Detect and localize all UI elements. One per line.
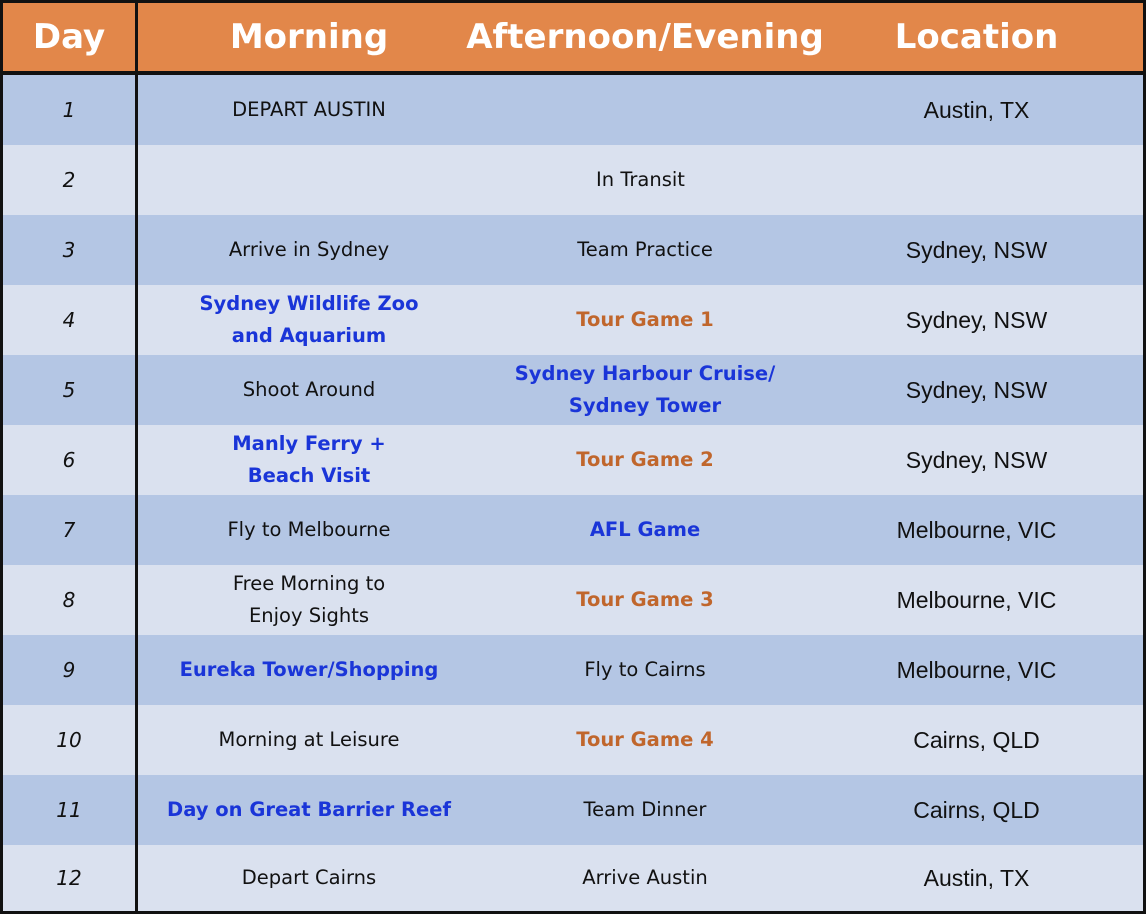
location-cell: Cairns, QLD — [913, 727, 1040, 753]
day-cell: 2 — [62, 168, 76, 192]
day-column-divider — [135, 3, 138, 911]
morning-cell — [138, 285, 480, 355]
table-row — [3, 425, 1143, 495]
day-cell: 11 — [56, 798, 82, 822]
header-day: Day — [32, 17, 106, 57]
morning-cell: Depart Cairns — [241, 866, 377, 889]
afternoon-cell: Tour Game 3 — [576, 588, 714, 611]
morning-line-1: Manly Ferry + — [232, 432, 386, 455]
header-afternoon: Afternoon/Evening — [466, 17, 824, 57]
location-cell: Melbourne, VIC — [896, 517, 1057, 543]
afternoon-cell: Fly to Cairns — [584, 658, 706, 681]
day-cell: 9 — [62, 658, 76, 682]
location-cell: Sydney, NSW — [905, 237, 1048, 263]
day-cell: 12 — [56, 866, 82, 890]
afternoon-cell: Team Practice — [577, 238, 713, 261]
morning-cell — [138, 425, 480, 495]
day-cell: 4 — [62, 308, 76, 332]
morning-cell: Shoot Around — [242, 378, 376, 401]
location-cell: Cairns, QLD — [913, 797, 1040, 823]
table-row — [3, 845, 1143, 911]
morning-cell: Fly to Melbourne — [227, 518, 391, 541]
afternoon-cell: Team Dinner — [583, 798, 707, 821]
afternoon-cell — [480, 75, 810, 145]
morning-cell: Eureka Tower/Shopping — [179, 658, 439, 681]
table-row — [3, 635, 1143, 705]
afternoon-cell: Tour Game 4 — [576, 728, 714, 751]
day-cell: 8 — [62, 588, 76, 612]
table-row — [3, 495, 1143, 565]
table-row — [3, 355, 1143, 425]
morning-cell: Morning at Leisure — [218, 728, 400, 751]
location-cell: Melbourne, VIC — [896, 657, 1057, 683]
morning-line-1: Free Morning to — [232, 572, 386, 595]
day-cell: 6 — [62, 448, 76, 472]
table-row — [3, 285, 1143, 355]
header-location: Location — [894, 17, 1059, 57]
day-cell: 7 — [62, 518, 76, 542]
afternoon-cell: Tour Game 1 — [576, 308, 714, 331]
afternoon-cell: Arrive Austin — [582, 866, 708, 889]
merged-activity-cell: In Transit — [596, 168, 685, 191]
day-cell: 10 — [56, 728, 82, 752]
table-row — [3, 775, 1143, 845]
day-cell: 1 — [62, 98, 76, 122]
afternoon-line-1: Sydney Harbour Cruise/ — [514, 362, 776, 385]
location-cell: Melbourne, VIC — [896, 587, 1057, 613]
morning-line-2: Enjoy Sights — [248, 604, 370, 627]
morning-cell: Day on Great Barrier Reef — [167, 798, 451, 821]
morning-cell — [138, 565, 480, 635]
location-cell: Austin, TX — [923, 865, 1030, 891]
location-cell: Sydney, NSW — [905, 307, 1048, 333]
table-header — [3, 3, 1143, 75]
morning-cell: Arrive in Sydney — [228, 238, 390, 261]
day-cell: 3 — [62, 238, 76, 262]
morning-cell: DEPART AUSTIN — [232, 98, 386, 121]
table-row — [3, 145, 1143, 215]
afternoon-cell — [480, 355, 810, 425]
table-row — [3, 75, 1143, 145]
morning-line-1: Sydney Wildlife Zoo — [199, 292, 419, 315]
morning-line-2: Beach Visit — [247, 464, 371, 487]
table-row — [3, 565, 1143, 635]
location-cell: Sydney, NSW — [905, 377, 1048, 403]
table-row — [3, 215, 1143, 285]
afternoon-line-2: Sydney Tower — [568, 394, 722, 417]
table-row — [3, 705, 1143, 775]
location-cell: Austin, TX — [923, 97, 1030, 123]
morning-line-2: and Aquarium — [231, 324, 387, 347]
location-cell: Sydney, NSW — [905, 447, 1048, 473]
afternoon-cell: Tour Game 2 — [576, 448, 714, 471]
header-morning: Morning — [229, 17, 389, 57]
afternoon-cell: AFL Game — [589, 518, 701, 541]
day-cell: 5 — [62, 378, 76, 402]
